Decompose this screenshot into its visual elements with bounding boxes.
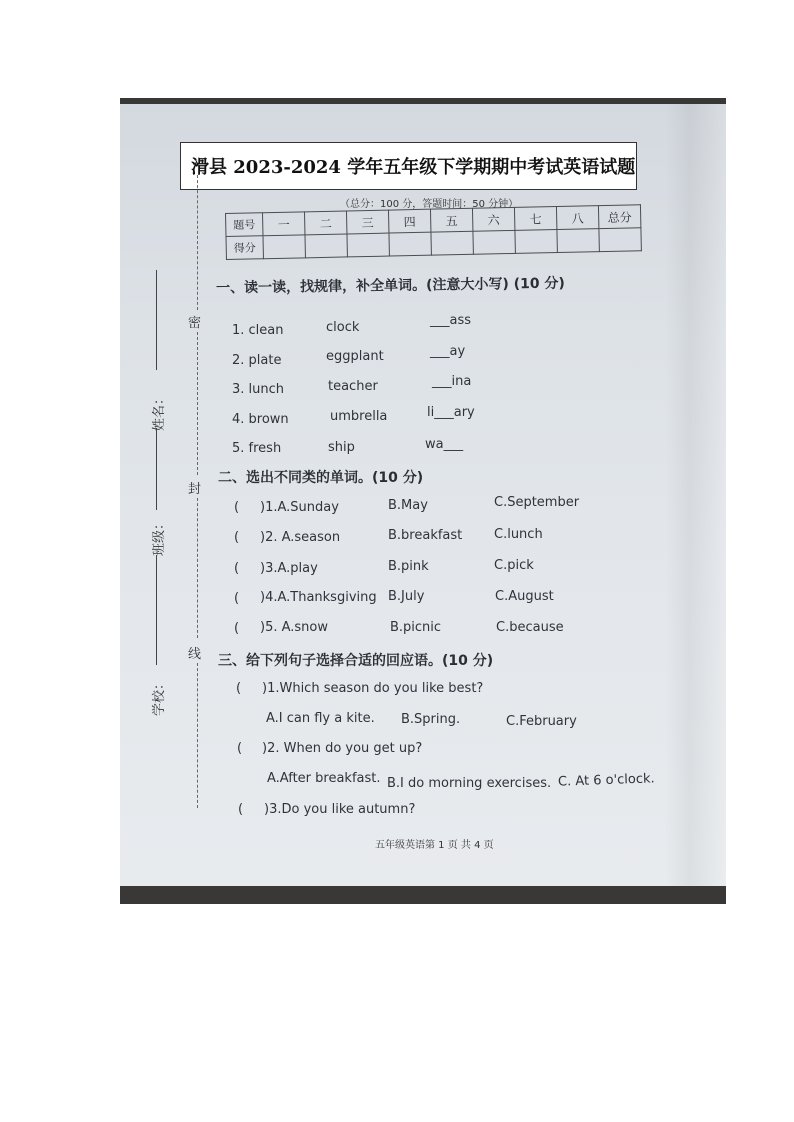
s3-q2-option-a: A.After breakfast. <box>267 771 381 786</box>
score-cell-header: 总分 <box>598 205 640 229</box>
class-blank-line[interactable] <box>156 428 157 510</box>
section3-heading: 三、给下列句子选择合适的回应语。(10 分) <box>218 653 494 669</box>
s1-row2-col2: eggplant <box>326 349 384 364</box>
s3-q2-question: )2. When do you get up? <box>262 741 423 756</box>
s3-q2-option-b: B.I do morning exercises. <box>387 776 552 791</box>
score-cell-header: 二 <box>304 211 346 235</box>
seal-dashed-line <box>197 663 198 808</box>
s1-row5-blank[interactable]: wa___ <box>425 437 464 452</box>
s3-q3-question: )3.Do you like autumn? <box>264 802 416 817</box>
score-cell-empty[interactable] <box>515 230 557 254</box>
s1-row4-col1: 4. brown <box>232 412 289 427</box>
score-table <box>225 204 642 260</box>
seal-dashed-line <box>197 175 198 310</box>
exam-title <box>180 142 637 190</box>
s3-q1-paren[interactable]: ( <box>236 681 242 696</box>
score-cell-empty[interactable] <box>305 234 347 258</box>
s3-q1-question: )1.Which season do you like best? <box>262 681 484 696</box>
score-cell-header: 四 <box>388 209 430 233</box>
s1-row3-col1: 3. lunch <box>232 382 285 397</box>
s1-row3-blank[interactable]: ___ina <box>432 374 472 389</box>
score-cell-header: 八 <box>556 206 598 230</box>
s2-q1-c: C.September <box>494 495 580 510</box>
s1-row3-col2: teacher <box>328 379 378 394</box>
s2-q2-b: B.breakfast <box>388 528 463 543</box>
paper-fold-shadow <box>665 104 726 886</box>
s1-row4-blank[interactable]: li___ary <box>427 405 475 420</box>
score-cell-empty[interactable] <box>389 232 431 256</box>
score-cell-header: 七 <box>514 207 556 231</box>
s1-row2-col1: 2. plate <box>232 353 282 368</box>
s2-q5-c: C.because <box>496 620 564 635</box>
name-blank-line[interactable] <box>156 270 157 370</box>
s3-q3-paren[interactable]: ( <box>238 802 244 817</box>
s2-q5-a: )5. A.snow <box>260 620 329 635</box>
s2-q4-paren[interactable]: ( <box>234 591 240 606</box>
s2-q2-c: C.lunch <box>494 527 543 542</box>
section2-heading: 二、选出不同类的单词。(10 分) <box>218 470 424 486</box>
s2-q3-a: )3.A.play <box>260 561 318 576</box>
s3-q2-paren[interactable]: ( <box>237 741 243 756</box>
school-label: 学校： <box>152 676 168 717</box>
s2-q5-paren[interactable]: ( <box>234 621 240 636</box>
s2-q3-paren[interactable]: ( <box>234 561 240 576</box>
score-cell-label: 得分 <box>226 236 263 260</box>
s1-row1-col2: clock <box>326 320 360 335</box>
class-label: 班级： <box>152 516 168 557</box>
page-footer: 五年级英语第 1 页 共 4 页 <box>375 840 494 851</box>
score-cell-header: 五 <box>430 208 472 232</box>
seal-dashed-line <box>197 498 198 638</box>
exam-title-text: 滑县 2023-2024 学年五年级下学期期中考试英语试题 <box>191 157 636 178</box>
score-cell-empty[interactable] <box>599 228 641 252</box>
s2-q4-b: B.July <box>388 589 425 604</box>
s3-q2-option-c: C. At 6 o'clock. <box>557 771 655 790</box>
s1-row1-blank[interactable]: ___ass <box>430 313 472 328</box>
s2-q1-b: B.May <box>388 498 428 513</box>
score-cell-empty[interactable] <box>263 235 305 259</box>
score-cell-empty[interactable] <box>347 233 389 257</box>
s1-row5-col1: 5. fresh <box>232 441 282 456</box>
score-cell-empty[interactable] <box>473 230 515 254</box>
seal-dashed-line <box>197 332 198 475</box>
seal-char-mi: 密 <box>188 316 202 331</box>
s2-q1-a: )1.A.Sunday <box>260 500 339 515</box>
s2-q3-b: B.pink <box>388 559 429 574</box>
s1-row1-col1: 1. clean <box>232 323 284 338</box>
s2-q4-c: C.August <box>495 589 554 604</box>
score-cell-header: 三 <box>346 210 388 234</box>
seal-char-xian: 线 <box>188 647 202 662</box>
s2-q5-b: B.picnic <box>390 620 442 635</box>
s1-row4-col2: umbrella <box>330 409 388 424</box>
score-cell-empty[interactable] <box>557 229 599 253</box>
name-label: 姓名： <box>152 391 168 432</box>
score-cell-header: 六 <box>472 207 514 231</box>
s2-q2-a: )2. A.season <box>260 530 341 545</box>
section1-heading: 一、读一读，找规律，补全单词。(注意大小写) (10 分) <box>215 275 565 297</box>
s1-row5-col2: ship <box>328 440 355 455</box>
s2-q4-a: )4.A.Thanksgiving <box>260 590 377 605</box>
s3-q1-option-b: B.Spring. <box>401 712 461 727</box>
s3-q1-option-a: A.I can fly a kite. <box>266 711 375 726</box>
score-cell-header: 一 <box>263 212 305 236</box>
s2-q3-c: C.pick <box>494 558 534 573</box>
score-cell-empty[interactable] <box>431 231 473 255</box>
s1-row2-blank[interactable]: ___ay <box>430 344 466 359</box>
exam-subtitle: （总分：100 分，答题时间：50 分钟） <box>340 199 519 210</box>
score-cell-label: 题号 <box>226 213 263 237</box>
s2-q2-paren[interactable]: ( <box>234 530 240 545</box>
seal-char-feng: 封 <box>188 482 202 497</box>
s3-q1-option-c: C.February <box>506 714 577 729</box>
s2-q1-paren[interactable]: ( <box>234 500 240 515</box>
school-blank-line[interactable] <box>156 555 157 665</box>
